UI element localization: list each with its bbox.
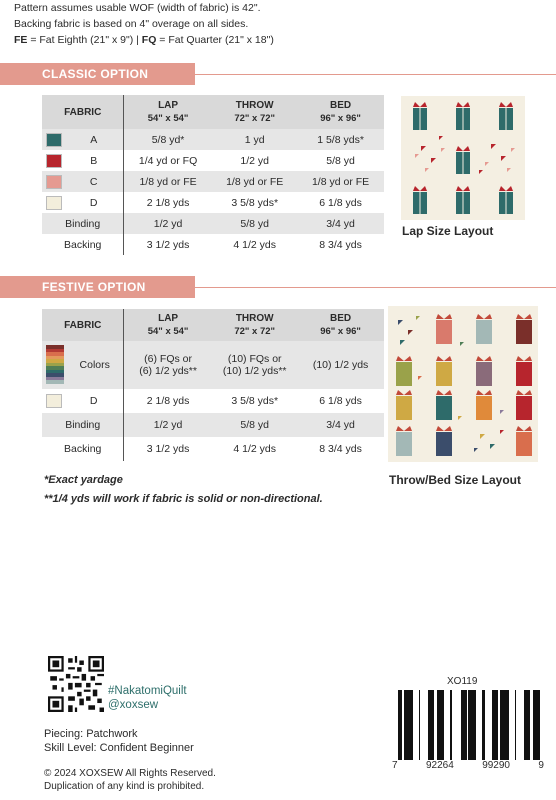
- fabric-cell: [42, 341, 124, 389]
- col-bed: [298, 309, 384, 341]
- table-row: [42, 171, 384, 192]
- col-throw: [212, 95, 298, 129]
- fabric-cell: [42, 192, 124, 213]
- col-lap: [124, 309, 212, 341]
- table-row: [42, 192, 384, 213]
- barcode-bar: [524, 690, 527, 760]
- lap-cell: 2 1/8 yds: [124, 192, 212, 213]
- barcode-bar: [419, 690, 420, 760]
- bed-cell: 1 5/8 yds*: [298, 129, 384, 150]
- barcode-bar: [438, 690, 440, 760]
- fabric-label: Backing: [64, 443, 102, 455]
- col-throw-label: THROW: [235, 100, 274, 111]
- fabric-label: B: [90, 154, 98, 167]
- barcode-bar: [534, 690, 536, 760]
- barcode-digit-group: 92264: [425, 760, 454, 771]
- fabric-cell: [42, 150, 124, 171]
- fabric-cell: [42, 171, 124, 192]
- col-bed-label: BED: [330, 100, 352, 111]
- instagram-handle[interactable]: @xoxsew: [108, 699, 159, 711]
- barcode-bar: [462, 690, 464, 760]
- barcode-bar: [404, 690, 407, 760]
- barcode-bar: [503, 690, 504, 760]
- lap-layout-illustration: [401, 96, 525, 220]
- barcode-bar: [492, 690, 494, 760]
- festive-fabric-table: [42, 309, 384, 461]
- lap-cell-line1: (6) FQs or: [144, 353, 193, 365]
- throw-cell: 1 yd: [212, 129, 298, 150]
- throw-cell: 4 1/2 yds: [233, 238, 276, 251]
- bed-cell: 5/8 yd: [326, 154, 355, 167]
- barcode-bar: [500, 690, 503, 760]
- barcode-bar: [527, 690, 528, 760]
- fabric-label: Colors: [79, 359, 110, 371]
- col-fabric: FABRIC: [42, 309, 124, 341]
- barcode-bar: [482, 690, 485, 760]
- classic-option-banner: CLASSIC OPTION: [0, 63, 195, 85]
- lap-cell: 3 1/2 yds: [124, 234, 212, 255]
- barcode-bar: [474, 690, 476, 760]
- barcode-bar: [515, 690, 516, 760]
- barcode-bar: [497, 690, 498, 760]
- festive-option-banner: FESTIVE OPTION: [0, 276, 195, 298]
- qr-code-icon: [48, 656, 104, 712]
- col-lap-dim: 54" x 54": [147, 326, 189, 337]
- barcode-bar: [432, 690, 434, 760]
- table-row: [42, 129, 384, 150]
- barcode-icon: [398, 690, 540, 760]
- bed-cell: 3/4 yd: [298, 213, 384, 234]
- throw-bed-layout-caption: Throw/Bed Size Layout: [389, 473, 522, 487]
- barcode-bar: [506, 690, 509, 760]
- lap-cell: 1/2 yd: [124, 413, 212, 437]
- lap-cell-line2: (6) 1/2 yds**: [139, 365, 197, 377]
- copyright: © 2024 XOXSEW All Rights Reserved.: [44, 768, 216, 779]
- swatch-d: [46, 196, 62, 210]
- barcode-bar: [504, 690, 506, 760]
- table-row: [42, 234, 384, 255]
- col-lap-label: LAP: [158, 100, 179, 111]
- barcode-bar: [431, 690, 432, 760]
- table-row: [42, 389, 384, 413]
- note-exact-yardage: *Exact yardage: [44, 474, 123, 486]
- barcode-digit-group: 7: [392, 760, 398, 771]
- throw-cell: 5/8 yd: [212, 213, 298, 234]
- lap-cell: 1/2 yd: [124, 213, 212, 234]
- lap-layout-caption: Lap Size Layout: [402, 224, 494, 238]
- barcode-bar: [401, 690, 402, 760]
- barcode-bar: [443, 690, 444, 760]
- colors-swatch-stack: [46, 345, 64, 385]
- col-bed-dim: 96" x 96": [320, 326, 361, 337]
- col-lap: [124, 95, 212, 129]
- col-lap-label: LAP: [158, 313, 179, 324]
- bed-cell: 8 3/4 yds: [319, 443, 362, 455]
- barcode-bar: [494, 690, 497, 760]
- table-row: [42, 213, 384, 234]
- swatch-b: [46, 154, 62, 168]
- fabric-cell: [42, 129, 124, 150]
- bed-cell: 1/8 yd or FE: [298, 171, 384, 192]
- fabric-label: D: [89, 196, 98, 209]
- throw-cell: 3 5/8 yds*: [231, 196, 279, 209]
- throw-cell-line2: (10) 1/2 yds**: [222, 365, 287, 377]
- lap-cell: 3 1/2 yds: [124, 437, 212, 461]
- barcode-bar: [407, 690, 408, 760]
- col-bed: [298, 95, 384, 129]
- barcode-bar: [440, 690, 443, 760]
- col-bed-label: BED: [330, 313, 352, 324]
- barcode-bar: [437, 690, 438, 760]
- fabric-label: Backing: [64, 238, 102, 251]
- intro-text: [14, 0, 274, 48]
- table-row: [42, 150, 384, 171]
- barcode-bar: [464, 690, 467, 760]
- table-row: [42, 341, 384, 389]
- barcode-bar: [408, 690, 410, 760]
- bed-cell: 3/4 yd: [298, 413, 384, 437]
- fe-text: = Fat Eighth (21" x 9") |: [27, 34, 142, 46]
- color-stripe: [46, 380, 64, 384]
- fabric-label: Binding: [42, 213, 124, 234]
- intro-line-abbreviations: [14, 32, 274, 48]
- throw-cell: 1/2 yd: [240, 154, 269, 167]
- lap-cell: [124, 341, 212, 389]
- col-throw-label: THROW: [235, 313, 274, 324]
- barcode-bar: [473, 690, 474, 760]
- bed-cell: (10) 1/2 yds: [298, 341, 384, 389]
- hashtag-link[interactable]: #NakatomiQuilt: [108, 685, 187, 697]
- bed-cell: 6 1/8 yds: [319, 196, 362, 209]
- classic-fabric-table: [42, 95, 384, 255]
- swatch-a: [46, 133, 62, 147]
- col-lap-dim: 54" x 54": [147, 113, 189, 124]
- barcode-bar: [461, 690, 462, 760]
- barcode-bar: [468, 690, 470, 760]
- barcode-digits: [392, 760, 544, 771]
- throw-cell: 1/8 yd or FE: [212, 171, 298, 192]
- fabric-label: A: [90, 133, 98, 146]
- fq-text: = Fat Quarter (21" x 18"): [156, 34, 274, 46]
- fabric-label: D: [89, 395, 98, 407]
- table-row: [42, 437, 384, 461]
- fabric-label: Binding: [42, 413, 124, 437]
- col-throw-dim: 72" x 72": [234, 326, 276, 337]
- throw-cell-line1: (10) FQs or: [227, 353, 282, 365]
- throw-cell: [212, 341, 298, 389]
- lap-layout-preview: [401, 96, 525, 220]
- lap-cell: 2 1/8 yds: [124, 389, 212, 413]
- throw-cell: 3 5/8 yds*: [231, 395, 279, 407]
- barcode-bar: [398, 690, 401, 760]
- barcode-bar: [470, 690, 473, 760]
- piecing-info: Piecing: Patchwork: [44, 728, 138, 740]
- notes: [44, 471, 323, 509]
- swatch-d: [46, 394, 62, 408]
- skill-level: Skill Level: Confident Beginner: [44, 742, 194, 754]
- bed-cell: 6 1/8 yds: [319, 395, 362, 407]
- col-throw-dim: 72" x 72": [234, 113, 276, 124]
- barcode-bar: [450, 690, 452, 760]
- sku-code: XO119: [447, 676, 478, 687]
- duplication-notice: Duplication of any kind is prohibited.: [44, 781, 205, 792]
- throw-cell: 5/8 yd: [212, 413, 298, 437]
- fabric-label: C: [89, 175, 98, 188]
- barcode-bar: [428, 690, 431, 760]
- table-row: [42, 413, 384, 437]
- intro-line-wof: Pattern assumes usable WOF (width of fabric) is 42".: [14, 2, 261, 14]
- barcode-digit-group: 99290: [482, 760, 510, 771]
- lap-cell: 1/8 yd or FE: [124, 171, 212, 192]
- fabric-cell: [42, 389, 124, 413]
- lap-cell: 5/8 yd*: [124, 129, 212, 150]
- throw-bed-layout-preview: [388, 306, 538, 462]
- throw-bed-layout-illustration: [388, 306, 538, 462]
- bed-cell: 8 3/4 yds: [319, 238, 362, 251]
- col-bed-dim: 96" x 96": [320, 113, 361, 124]
- col-throw: [212, 309, 298, 341]
- barcode-bar: [536, 690, 539, 760]
- throw-cell: 4 1/2 yds: [233, 443, 277, 455]
- pattern-meta: [44, 727, 194, 755]
- legal-text: [44, 767, 216, 793]
- barcode-bar: [539, 690, 540, 760]
- lap-cell: 1/4 yd or FQ: [124, 150, 212, 171]
- note-quarter-yards: **1/4 yds will work if fabric is solid or non-directional.: [44, 493, 323, 505]
- barcode-bar: [528, 690, 530, 760]
- barcode-digit-group: 9: [538, 760, 544, 771]
- intro-line-backing: Backing fabric is based on 4" overage on all sides.: [14, 18, 249, 30]
- barcode-bar: [410, 690, 413, 760]
- swatch-c: [46, 175, 62, 189]
- barcode-bar: [533, 690, 534, 760]
- social-links: [108, 684, 187, 712]
- fe-abbr: FE: [14, 34, 28, 46]
- col-fabric: FABRIC: [42, 95, 124, 129]
- fq-abbr: FQ: [141, 34, 157, 46]
